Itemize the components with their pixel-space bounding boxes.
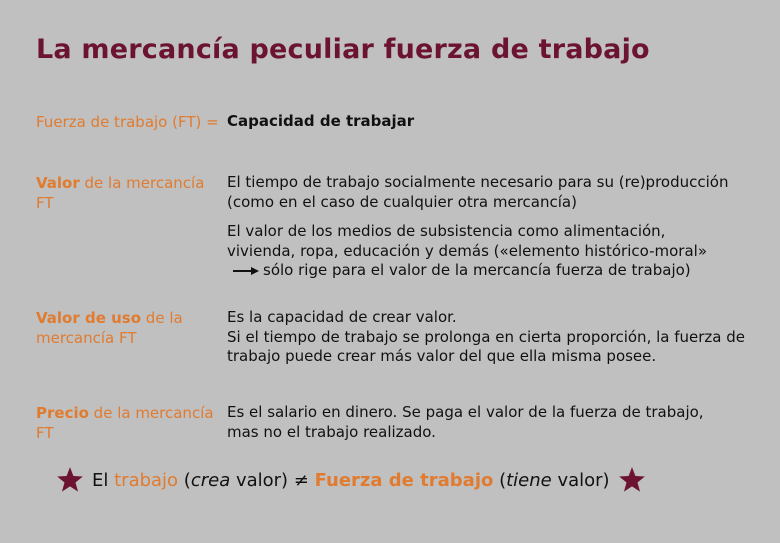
- footer-el: El: [92, 469, 115, 491]
- page-title: La mercancía peculiar fuerza de trabajo: [36, 34, 650, 65]
- value-capacidad-de-trabajar: Capacidad de trabajar: [227, 112, 415, 130]
- label-valor-de-uso: [36, 308, 221, 348]
- footer-text: [92, 470, 610, 491]
- footer-statement: [56, 466, 726, 494]
- footer-crea: crea: [190, 469, 231, 491]
- footer-valor1: valor) ≠: [230, 469, 315, 491]
- label-precio: [36, 403, 221, 443]
- label-valor-bold: Valor: [36, 174, 80, 192]
- value-uso-1: Es la capacidad de crear valor.: [227, 308, 457, 326]
- footer-open1: (: [178, 469, 191, 491]
- footer-trabajo: trabajo: [114, 469, 179, 491]
- star-icon: [56, 466, 84, 494]
- value-uso-2: Si el tiempo de trabajo se prolonga en cierta proporción, la fuerza de trabajo puede crear más valor del que ella misma posee.: [227, 327, 745, 365]
- footer-fuerza: Fuerza de trabajo: [314, 469, 494, 491]
- value-valor-2b: sólo rige para el valor de la mercancía fuerza de trabajo): [263, 261, 691, 279]
- value-uso: [227, 308, 747, 367]
- star-icon: [618, 466, 646, 494]
- label-uso-bold: Valor de uso: [36, 309, 142, 327]
- value-valor-2: [227, 222, 727, 281]
- footer-open2: (: [493, 469, 507, 491]
- value-valor-2a: El valor de los medios de subsistencia como alimentación, vivienda, ropa, educación y demás («elemento histórico-moral»: [227, 222, 707, 260]
- label-valor: [36, 173, 221, 213]
- label-precio-bold: Precio: [36, 404, 89, 422]
- label-uso-rest: de la mercancía FT: [36, 309, 183, 347]
- value-precio: Es el salario en dinero. Se paga el valor de la fuerza de trabajo, mas no el trabajo realizado.: [227, 403, 704, 441]
- footer-valor2: valor): [551, 469, 610, 491]
- arrow-right-icon: [233, 266, 259, 276]
- label-valor-rest: de la mercancía FT: [36, 174, 205, 212]
- label-fuerza-de-trabajo: Fuerza de trabajo (FT) =: [36, 113, 219, 131]
- footer-tiene: tiene: [506, 469, 552, 491]
- label-precio-rest: de la mercancía FT: [36, 404, 214, 442]
- value-valor-1: El tiempo de trabajo socialmente necesario para su (re)producción (como en el caso de cualquier otra mercancía): [227, 173, 729, 211]
